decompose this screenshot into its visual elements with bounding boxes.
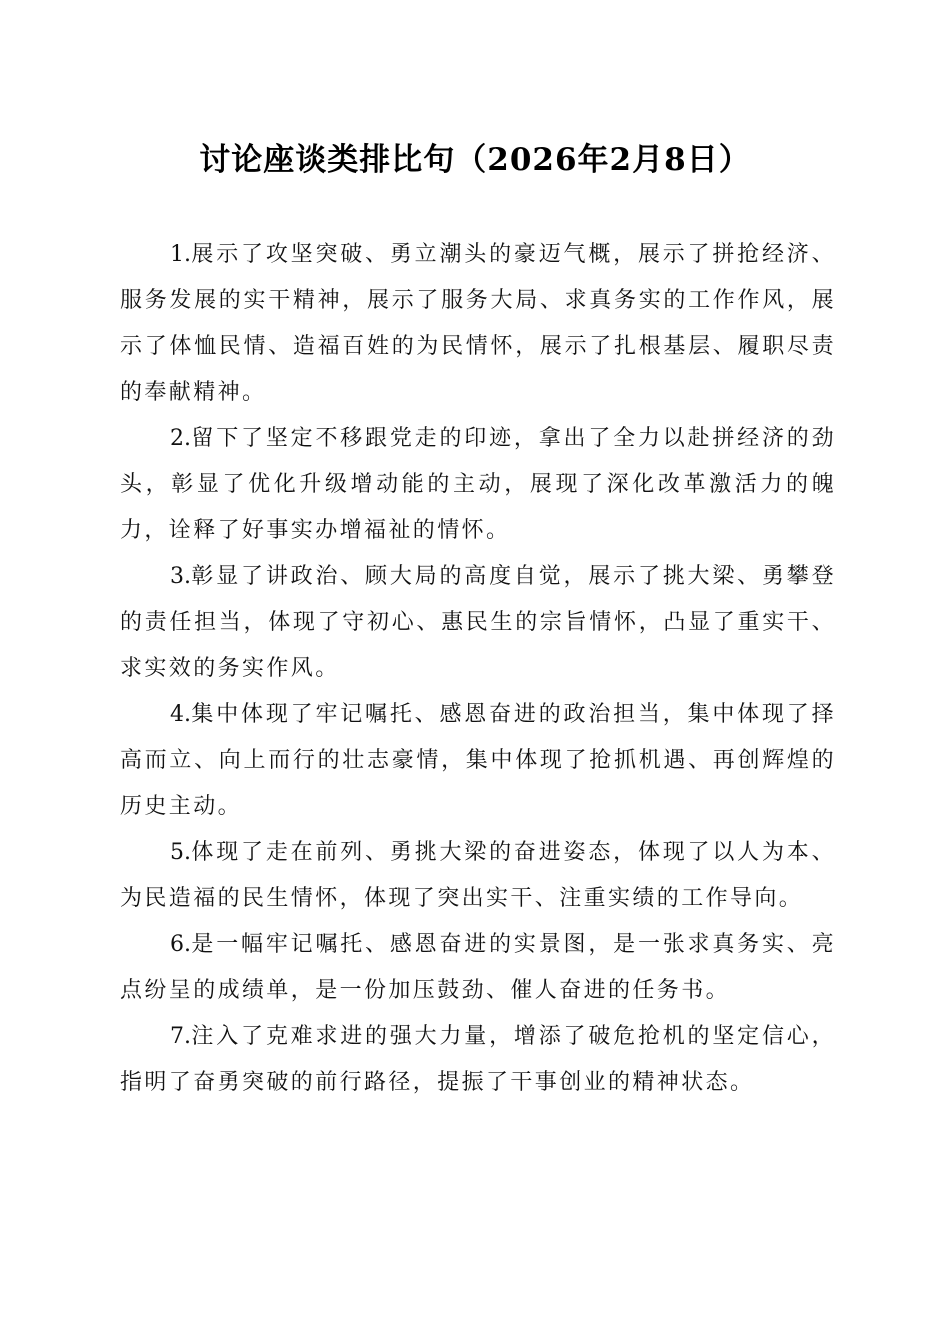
paragraph-number: 5. xyxy=(170,840,191,865)
paragraph-text: 留下了坚定不移跟党走的印迹，拿出了全力以赴拼经济的劲头，彰显了优化升级增动能的主动，展现了深化改革激活力的魄力，诠释了好事实办增福祉的情怀。 xyxy=(120,426,836,543)
paragraph-6 xyxy=(120,922,836,1014)
paragraph-1 xyxy=(120,232,836,416)
paragraph-3 xyxy=(120,554,836,692)
document-body xyxy=(120,232,836,1106)
paragraph-4 xyxy=(120,692,836,830)
paragraph-text: 展示了攻坚突破、勇立潮头的豪迈气概，展示了拼抢经济、服务发展的实干精神，展示了服务大局、求真务实的工作作风，展示了体恤民情、造福百姓的为民情怀，展示了扎根基层、履职尽责的奉献精神。 xyxy=(120,242,836,405)
paragraph-number: 4. xyxy=(170,702,191,727)
paragraph-number: 2. xyxy=(170,426,191,451)
paragraph-2 xyxy=(120,416,836,554)
paragraph-text: 注入了克难求进的强大力量，增添了破危抢机的坚定信心，指明了奋勇突破的前行路径，提振了干事创业的精神状态。 xyxy=(120,1024,836,1095)
paragraph-text: 集中体现了牢记嘱托、感恩奋进的政治担当，集中体现了择高而立、向上而行的壮志豪情，集中体现了抢抓机遇、再创辉煌的历史主动。 xyxy=(120,702,836,819)
paragraph-number: 6. xyxy=(170,932,191,957)
paragraph-5 xyxy=(120,830,836,922)
document-title: 讨论座谈类排比句（2026年2月8日） xyxy=(199,142,751,178)
paragraph-number: 3. xyxy=(170,564,191,589)
paragraph-text: 体现了走在前列、勇挑大梁的奋进姿态，体现了以人为本、为民造福的民生情怀，体现了突出实干、注重实绩的工作导向。 xyxy=(120,840,836,911)
paragraph-text: 是一幅牢记嘱托、感恩奋进的实景图，是一张求真务实、亮点纷呈的成绩单，是一份加压鼓劲、催人奋进的任务书。 xyxy=(120,932,836,1003)
paragraph-number: 1. xyxy=(170,242,191,267)
paragraph-7 xyxy=(120,1014,836,1106)
paragraph-number: 7. xyxy=(170,1024,191,1049)
paragraph-text: 彰显了讲政治、顾大局的高度自觉，展示了挑大梁、勇攀登的责任担当，体现了守初心、惠民生的宗旨情怀，凸显了重实干、求实效的务实作风。 xyxy=(120,564,836,681)
